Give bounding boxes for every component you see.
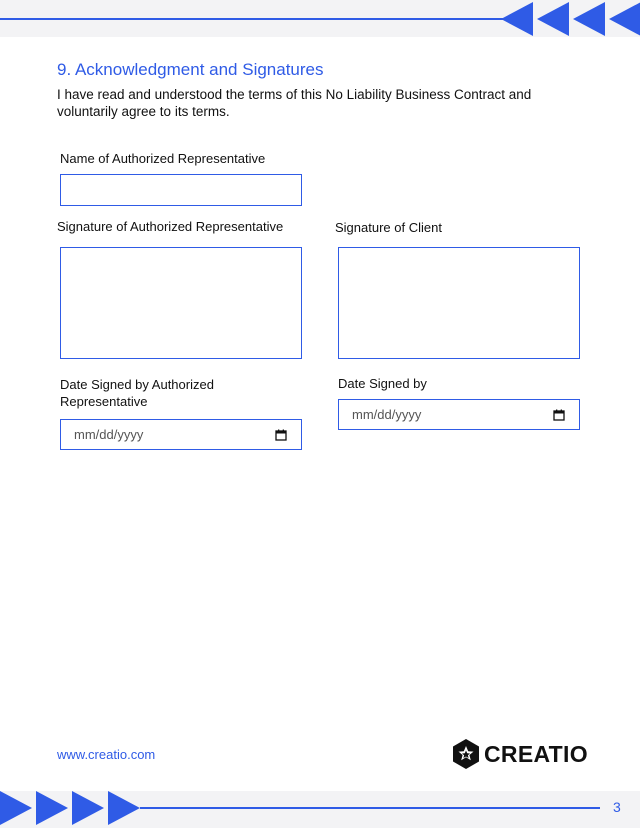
header-rule [0,18,505,20]
arrow-left-icon [573,2,605,36]
date-rep-placeholder: mm/dd/yyyy [74,427,144,442]
brand-logo [451,738,588,770]
date-rep-input[interactable] [60,419,302,450]
calendar-icon[interactable] [553,409,565,421]
section-title: 9. Acknowledgment and Signatures [57,60,324,79]
signature-rep-box[interactable] [60,247,302,359]
creatio-logo-icon [451,738,481,770]
arrow-left-icon [537,2,569,36]
footer-rule [140,807,600,809]
section-intro: I have read and understood the terms of this No Liability Business Contract and voluntarily agree to its terms. [57,87,532,119]
name-label: Name of Authorized Representative [60,151,266,166]
signature-client-label: Signature of Client [335,220,442,235]
page-number: 3 [613,799,621,815]
date-client-placeholder: mm/dd/yyyy [352,407,422,422]
arrow-right-icon [0,791,32,825]
arrow-right-icon [108,791,140,825]
date-client-input[interactable] [338,399,580,430]
signature-rep-label: Signature of Authorized Representative [57,219,284,234]
website-link[interactable]: www.creatio.com [57,747,156,762]
arrow-left-icon [609,2,640,36]
date-client-label: Date Signed by [338,376,427,391]
brand-name: CREATIO [484,740,588,767]
name-input[interactable] [60,174,302,206]
arrow-right-icon [36,791,68,825]
arrow-left-icon [501,2,533,36]
date-rep-label: Date Signed by Authorized Representative [60,377,214,409]
calendar-icon[interactable] [275,429,287,441]
signature-client-box[interactable] [338,247,580,359]
arrow-right-icon [72,791,104,825]
